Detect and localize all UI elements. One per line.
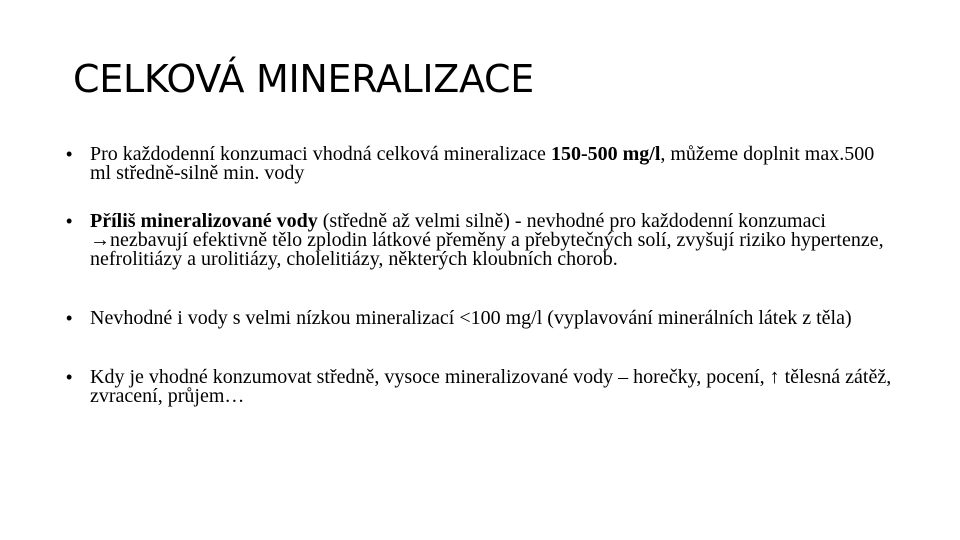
- bullet-icon: •: [66, 367, 73, 387]
- bullet-icon: •: [66, 308, 73, 328]
- bullet-item-recommended-mineralization: [66, 145, 896, 183]
- bullet-icon: •: [66, 144, 73, 164]
- bullet-list: [66, 145, 896, 406]
- slide-title: CELKOVÁ MINERALIZACE: [73, 57, 535, 101]
- bullet-bold-text: Příliš mineralizované vody: [90, 210, 318, 232]
- bullet-text: (středně až velmi silně) - nevhodné pro každodenní konzumaci →nezbavují efektivně tělo zplodin látkové přeměny a přebytečných solí, zvyšují riziko hypertenze, nefrolitiázy a urolitiázy, cholelitiázy, některých kloubních chorob.: [90, 210, 884, 270]
- bullet-item-low-mineralization: [66, 309, 896, 328]
- bullet-item-overmineralized-water: [66, 212, 896, 269]
- bullet-icon: •: [66, 211, 73, 231]
- bullet-text: Kdy je vhodné konzumovat středně, vysoce mineralizované vody – horečky, pocení, ↑ tělesná zátěž, zvracení, průjem…: [90, 366, 892, 407]
- bullet-bold-text: 150-500 mg/l: [550, 143, 661, 165]
- bullet-text: Pro každodenní konzumaci vhodná celková mineralizace: [90, 143, 551, 165]
- bullet-text: Nevhodné i vody s velmi nízkou mineralizací <100 mg/l (vyplavování minerálních látek z těla): [90, 307, 852, 329]
- bullet-text: , můžeme doplnit max.500 ml středně-silně min. vody: [90, 143, 875, 184]
- bullet-item-when-suitable: [66, 368, 896, 406]
